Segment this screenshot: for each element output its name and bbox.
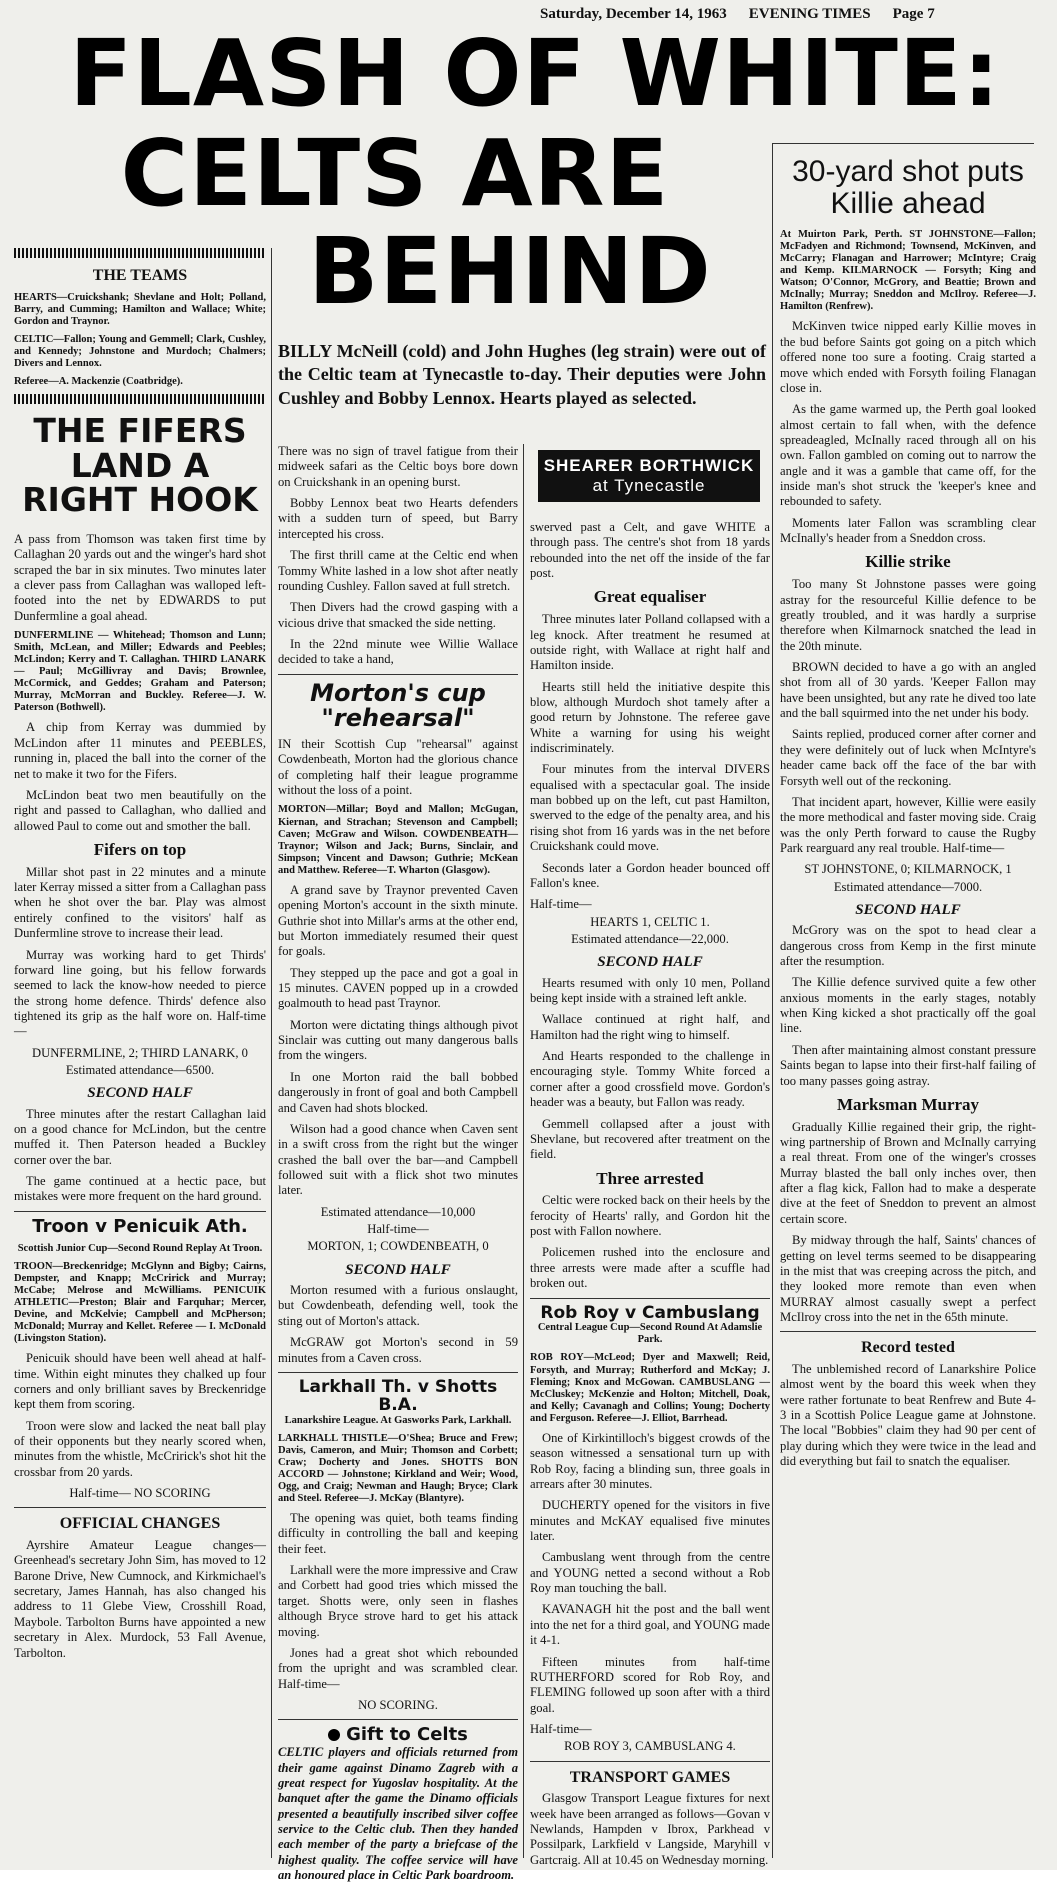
robroy-para: One of Kirkintilloch's biggest crowds of the season witnessed a sensational turn up with Rob Roy, facing a blinding sun, three goals in arrears after 30 minutes. (530, 1430, 770, 1491)
right-column (780, 150, 1036, 1858)
official-headline: OFFICIAL CHANGES (59, 1515, 221, 1533)
teams-celtic: CELTIC—Fallon; Young and Gemmell; Clark, Cushley, and Kennedy; Johnstone and Murdoch; Chalmers; Divers and Lennox. (14, 333, 266, 369)
larkhall-halftime: NO SCORING. (358, 1697, 438, 1712)
main-intro (278, 340, 766, 410)
morton-headline (278, 678, 518, 732)
troon-sub: Scottish Junior Cup—Second Round Replay At Troon. (17, 1242, 263, 1254)
killie-para: The Killie defence survived quite a few other anxious moments in the early stages, notably when King kicked a shot practically off the goal line. (780, 975, 1036, 1036)
byline-place: at Tynecastle (592, 476, 706, 495)
divider (530, 1298, 770, 1299)
main-halftime: Half-time— (530, 897, 592, 912)
headline-line-1: FLASH OF WHITE: (69, 20, 1001, 127)
teams-referee: Referee—A. Mackenzie (Coatbridge). (14, 375, 183, 387)
main-score: HEARTS 1, CELTIC 1. (590, 914, 710, 929)
morton-para: They stepped up the pace and got a goal in 15 minutes. CAVEN popped up in a crowded goalmouth to head past Traynor. (278, 965, 518, 1011)
troon-lineup: TROON—Breckenridge; McGlynn and Bigby; Cairns, Dempster, and Knapp; McCririck and Murray; McCabe; Melrose and McWilliams. PENICUIK ATHLETIC—Preston; Blair and Farquhar; Mercer, Devine, and McKelvie; Campbell and McPherson; McDonald; Murray and Kellet. Referee — I. McDonald (Livingston Station). (14, 1260, 266, 1345)
main-para: Wallace continued at right half, and Hamilton had the right wing to himself. (530, 1012, 770, 1042)
morton-para: In one Morton raid the ball bobbed dangerously in front of goal and both Campbell and Caven had shots blocked. (278, 1069, 518, 1115)
robroy-para: Fifteen minutes from half-time RUTHERFORD scored for Rob Roy, and FLEMING followed up soon after with a third goal. (530, 1654, 770, 1715)
divider (278, 674, 518, 675)
larkhall-lineup: LARKHALL THISTLE—O'Shea; Bruce and Frew; Davis, Cameron, and Muir; Thomson and Corbett; Craw; Docherty and Jones. SHOTTS BON ACCORD — Johnstone; Kirkland and Weir; Wood, Ogg, and Craig; Newman and Haugh; Bryce; Clark and Steel. Referee—J. McKay (Blantyre). (278, 1432, 518, 1504)
main-para: And Hearts responded to the challenge in encouraging style. Tommy White forced a corner after a good crossfield move. Gordon's header was a beauty, but Fallon was ready. (530, 1049, 770, 1110)
morton-attendance: Estimated attendance—10,000 (320, 1204, 476, 1219)
teams-hearts: HEARTS—Cruickshank; Shevlane and Holt; Polland, Barry, and Cumming; Hamilton and Wallace; White; Gordon and Traynor. (14, 291, 266, 327)
fifers-lineup: DUNFERMLINE — Whitehead; Thomson and Lunn; Smith, McLean, and Miller; Edwards and Peebles; McLindon; Kerry and T. Callaghan. THIRD LANARK — Paul; McGillivray and Davis; Brownlee, McCormick, and Geddes; Graham and Paterson; Murray, McMorran and Buckley. Referee—J. W. Paterson (Bothwell). (14, 630, 266, 714)
larkhall-para: Larkhall were the more impressive and Craw and Corbett had good tries which missed the target. Shotts were, only seen in flashes although Bryce strove hard to get his attack moving. (278, 1563, 518, 1639)
left-column (14, 248, 266, 1858)
robroy-para: DUCHERTY opened for the visitors in five minutes and McKAY equalised five minutes later. (530, 1498, 770, 1543)
byline (538, 450, 760, 502)
fifers-headline: THE FIFERS LAND A RIGHT HOOK (22, 410, 258, 520)
killie-para: That incident apart, however, Killie were easily the more methodical and faster moving side. Craig was the only Perth forward to cause the Rugby Park rearguard any real trouble. Half-time— (780, 794, 1036, 855)
larkhall-headline: Larkhall Th. v Shotts B.A. (298, 1376, 498, 1415)
headline-line-3: BEHIND (308, 218, 712, 325)
main-subhead: SECOND HALF (597, 954, 703, 971)
fifers-subhead: SECOND HALF (87, 1085, 193, 1102)
troon-halftime: Half-time— NO SCORING (69, 1486, 211, 1501)
column-divider (271, 248, 272, 1858)
morton-halftime: Half-time— (367, 1222, 429, 1237)
morton-para: Morton were dictating things although pivot Sinclair was cutting out many dangerous balls from the wingers. (278, 1017, 518, 1063)
divider (772, 143, 1034, 144)
main-subhead: Great equaliser (593, 587, 707, 607)
banner-rule (14, 394, 266, 404)
bullet-icon (328, 1729, 340, 1741)
larkhall-para: The opening was quiet, both teams finding difficulty in controlling the ball and keeping their feet. (278, 1510, 518, 1556)
killie-para: Moments later Fallon was scrambling clear McInally's header from a Sneddon cross. (780, 515, 1036, 546)
main-para: Celtic were rocked back on their heels by the ferocity of Hearts' rally, and Gordon hit the post with Fallon nowhere. (530, 1193, 770, 1239)
official-para: Ayrshire Amateur League changes—Greenhead's secretary John Sim, has moved to 12 Barone Drive, New Cumnock, and Kirkmichael's secretary, James Hannah, has also changed his address to 11 Glebe View, Crosshill Road, Maybole. Tarbolton Burns have appointed a new secretary in Alex. Murdock, 53 Fall Avenue, Tarbolton. (14, 1537, 266, 1660)
robroy-sub: Central League Cup—Second Round At Adamslie Park. (537, 1322, 763, 1346)
robroy-lineup: ROB ROY—McLeod; Dyer and Maxwell; Reid, Forsyth, and Murray; Rutherford and McKay; J. Fleming; Knox and McGowan. CAMBUSLANG — McCluskey; McKenzie and Holton; Mitchell, Doak, and Kelly; Cavanagh and Collins; Young; Docherty and Ferguson. Referee—J. Elliot, Barrhead. (530, 1352, 770, 1424)
main-para: Policemen rushed into the enclosure and three arrests were made after a scuffle had broken out. (530, 1245, 770, 1291)
morton-lineup: MORTON—Millar; Boyd and Mallon; McGugan, Kiernan, and Strachan; Stevenson and Campbell; Caven; McGraw and Wilson. COWDENBEATH—Traynor; Wilson and Jack; Burns, Sinclair, and Simpson; Vincent and Dawson; Guthrie; McKean and Matthew. Referee—T. Wharton (Glasgow). (278, 804, 518, 876)
morton-headline-1: Morton's cup (310, 678, 486, 707)
killie-para: Too many St Johnstone passes were going astray for the resourceful Killie defence to be greatly troubled, and it was hardly a surprise therefore when Kilmarnock snatched the lead in the 20th minute. (780, 577, 1036, 653)
main-para: Four minutes from the interval DIVERS equalised with a spectacular goal. The inside man bobbed up on the left, cut past Hamilton, swerved to the edge of the penalty area, and his rising shot from 16 yards was in the net before Cruickshank could move. (530, 762, 770, 854)
killie-para: As the game warmed up, the Perth goal looked almost certain to fall when, with the defence spreadeagled, McInally raced through all on his own. Fallon gambled on coming out to narrow the angle and it was a gamble that came off, for the inside man's shot struck the 'keeper's knee and rebounded to safety. (780, 402, 1036, 509)
larkhall-para: Jones had a great shot which rebounded from the upright and was scrambled clear. Half-time— (278, 1645, 518, 1691)
fifers-subhead: Fifers on top (93, 839, 187, 859)
masthead-date: Saturday, December 14, 1963 (540, 6, 727, 22)
killie-lineup: At Muirton Park, Perth. ST JOHNSTONE—Fallon; McFadyen and Richmond; Townsend, McKinven, and McCarry; Flanagan and Harrower; McIntyre; Craig and Kemp. KILMARNOCK — Forsyth; King and Watson; O'Connor, McGrory, and Beattie; Brown and McInally; Murray; Sneddon and McIlroy. Referee—J. Hamilton (Renfrew). (780, 229, 1036, 313)
killie-attendance: Estimated attendance—7000. (833, 879, 983, 894)
fifers-para: Murray was working hard to get Thirds' forward line going, but his fellow forwards seemed to lack the know-how needed to pierce the strong home defence. Thirds' defence also tightened its grip as the half wore on. Half-time— (14, 947, 266, 1039)
fifers-para: Millar shot past in 22 minutes and a minute later Kerray missed a sitter from a Callaghan pass when he shot over the bar. Play was almost entirely confined to the visitors' half as Dunfermline strove to increase their lead. (14, 864, 266, 941)
fifers-para: A chip from Kerray was dummied by McLindon after 11 minutes and PEEBLES, running in, placed the ball into the corner of the net to make it two for the Fifers. (14, 720, 266, 781)
transport-para: Glasgow Transport League fixtures for next week have been arranged as follows—Govan v Newlands, Hampden v Ibrox, Parkhead v Possilpark, Larkfield v Langside, Maryhill v Gartcraig. All at 10.45 on Wednesday morning. (530, 1791, 770, 1867)
morton-para: Wilson had a good chance when Caven sent in a swift cross from the right but the winger crashed the ball over the bar—and Campbell followed suit with a flick shot two minutes later. (278, 1121, 518, 1198)
killie-headline: 30-yard shot puts Killie ahead (792, 155, 1024, 220)
byline-name: SHEARER BORTHWICK (543, 456, 755, 475)
column-divider (772, 143, 773, 1858)
record-para: The unblemished record of Lanarkshire Police almost went by the board this week when they were rather fortunate to beat Renfrew and Bute 4-3 in a Scottish Police League game at Johnstone. The local "Bobbies" claim they had 90 per cent of play during which they were twice in the lead and did everything but fail to snatch the equaliser. (780, 1361, 1036, 1468)
gift-para: CELTIC players and officials returned from their game against Dinamo Zagreb with a great respect for Yugoslav hospitality. At the banquet after the game the Dinamo officials presented a beautifully inscribed silver coffee service to the Celtic club. Then they handed each member of the party a briefcase of the highest quality. The coffee service will have an honoured place in Celtic Park boardroom. (278, 1745, 518, 1883)
morton-headline-2: "rehearsal" (321, 703, 475, 732)
main-para: Three minutes later Polland collapsed with a leg knock. After treatment he resumed at outside right, with Wallace at right half and Hamilton inside. (530, 612, 770, 673)
column-divider (523, 444, 524, 1858)
main-para: Bobby Lennox beat two Hearts defenders with a sudden turn of speed, but Barry intercepted his cross. (278, 496, 518, 541)
masthead-page: Page 7 (892, 6, 935, 22)
killie-subhead: Killie strike (865, 552, 951, 572)
robroy-headline: Rob Roy v Cambuslang (540, 1302, 760, 1323)
middle-right-column (530, 520, 770, 1867)
transport-headline: TRANSPORT GAMES (569, 1768, 731, 1786)
morton-para: Morton resumed with a furious onslaught, but Cowdenbeath, defending well, took the sting out of Morton's attack. (278, 1283, 518, 1328)
fifers-para: The game continued at a hectic pace, but mistakes were more frequent on the hard ground. (14, 1174, 266, 1204)
fifers-para: McLindon beat two men beautifully on the right and passed to Callaghan, who dallied and allowed Paul to come out and smother the ball. (14, 787, 266, 833)
main-subhead: Three arrested (596, 1168, 704, 1188)
main-para: Seconds later a Gordon header bounced off Fallon's knee. (530, 860, 770, 890)
main-intro-text: BILLY McNeill (cold) and John Hughes (leg strain) were out of the Celtic team at Tynecastle to-day. Their deputies were John Cushley and Bobby Lennox. Hearts played as selected. (278, 341, 766, 408)
killie-para: McGrory was on the spot to head clear a dangerous cross from Kemp in the first minute after the resumption. (780, 923, 1036, 969)
morton-para: McGRAW got Morton's second in 59 minutes from a Caven cross. (278, 1335, 518, 1365)
main-para: swerved past a Celt, and gave WHITE a through pass. The centre's shot from 18 yards rebounded into the net off the inside of the far post. (530, 520, 770, 581)
teams-title: THE TEAMS (92, 267, 188, 284)
robroy-halftime: Half-time— (530, 1721, 592, 1736)
morton-score: MORTON, 1; COWDENBEATH, 0 (307, 1239, 489, 1254)
fifers-score: DUNFERMLINE, 2; THIRD LANARK, 0 (32, 1045, 248, 1060)
divider (780, 1331, 1036, 1332)
troon-para: Troon were slow and lacked the neat ball play of their opponents but they nearly scored when, minutes from the whistle, McCririck's shot hit the crossbar from 20 yards. (14, 1418, 266, 1479)
divider (14, 1507, 266, 1508)
divider (278, 1372, 518, 1373)
killie-subhead: SECOND HALF (855, 902, 961, 919)
killie-para: McKinven twice nipped early Killie moves in the bud before Saints got going on a pitch which offered none too sure a footing. Craig started a move which ended with Forsyth foiling Flanagan close in. (780, 319, 1036, 395)
killie-para: Saints replied, produced corner after corner and they were definitely out of luck when McIntyre's header came back off the face of the bar with Forsyth well out of the reckoning. (780, 727, 1036, 788)
troon-para: Penicuik should have been well ahead at half-time. Within eight minutes they chalked up four corners and only brilliant saves by Breckenridge kept them from scoring. (14, 1351, 266, 1412)
larkhall-sub: Lanarkshire League. At Gasworks Park, Larkhall. (284, 1414, 512, 1426)
robroy-score: ROB ROY 3, CAMBUSLANG 4. (564, 1739, 736, 1754)
morton-para: IN their Scottish Cup "rehearsal" against Cowdenbeath, Morton had the glorious chance of completing half their league programme without the loss of a point. (278, 737, 518, 798)
byline-box (538, 450, 760, 502)
main-para: The first thrill came at the Celtic end when Tommy White lashed in a low shot after neatly rounding Cushley. Fallon saved at full stretch. (278, 548, 518, 593)
main-para: In the 22nd minute wee Willie Wallace decided to take a hand, (278, 636, 518, 667)
headline-line-2: CELTS ARE (120, 120, 670, 227)
masthead-paper: EVENING TIMES (748, 6, 871, 22)
robroy-para: KAVANAGH hit the post and the ball went into the net for a third goal, and YOUNG made it 4-1. (530, 1602, 770, 1648)
main-para: Gemmell collapsed after a joust with Shevlane, but recovered after treatment on the field. (530, 1116, 770, 1162)
killie-para: BROWN decided to have a go with an angled shot from all of 30 yards. 'Keeper Fallon may have been unsighted, but any rate he dived too late and the ball squirmed into the net under his body. (780, 660, 1036, 721)
killie-score: ST JOHNSTONE, 0; KILMARNOCK, 1 (804, 862, 1012, 877)
killie-para: By midway through the half, Saints' chances of getting on level terms seemed to be disappearing in the mist that was creeping across the pitch, and they looked more remote than even when MURRAY almost casually swept a perfect McIlroy cross into the net in the 65th minute. (780, 1233, 1036, 1324)
main-para: Hearts resumed with only 10 men, Polland being kept inside with a strained left ankle. (530, 975, 770, 1006)
morton-para: A grand save by Traynor prevented Caven opening Morton's account in the sixth minute. Guthrie shot into Millar's arms at the other end, but Morton immediately resumed their quest for goals. (278, 882, 518, 959)
main-para: Then Divers had the crowd gasping with a vicious drive that smacked the side netting. (278, 600, 518, 630)
troon-headline: Troon v Penicuik Ath. (32, 1215, 248, 1237)
main-attendance: Estimated attendance—22,000. (571, 932, 729, 946)
killie-para: Then after maintaining almost constant pressure Saints began to lapse into their first-half failing of too many passes going astray. (780, 1042, 1036, 1088)
divider (14, 1211, 266, 1212)
gift-headline (278, 1726, 518, 1745)
main-para: There was no sign of travel fatigue from their midweek safari as the Celtic boys bore down on Cruickshank in an opening burst. (278, 444, 518, 489)
morton-subhead: SECOND HALF (345, 1261, 451, 1278)
robroy-para: Cambuslang went through from the centre and YOUNG netted a second without a Rob Roy man touching the ball. (530, 1550, 770, 1596)
record-headline: Record tested (861, 1339, 955, 1357)
main-para: Hearts still held the initiative despite this blow, although Murdoch shot tamely after a good return by Johnstone. The referee gave White a warning for using his weight indiscriminately. (530, 679, 770, 756)
fifers-para: A pass from Thomson was taken first time by Callaghan 20 yards out and the winger's hard shot scraped the bar in six minutes. Two minutes later a clever pass from Callaghan was walloped left-footed into the net by EDWARDS to put Dunfermline a goal ahead. (14, 531, 266, 623)
banner-rule (14, 248, 266, 258)
killie-para: Gradually Killie regained their grip, the right-wing partnership of Brown and McInally carrying a real threat. From one of the winger's crosses Murray blasted the ball only inches over, then after a flag kick, Fallon had to make a desperate dive at the feet of Sneddon to prevent an almost certain score. (780, 1119, 1036, 1226)
divider (530, 1761, 770, 1762)
divider (278, 1719, 518, 1720)
fifers-para: Three minutes after the restart Callaghan laid on a good chance for McLindon, but the centre muffed it. Then Paterson headed a Buckley corner over the bar. (14, 1106, 266, 1167)
gift-headline-text: Gift to Celts (346, 1724, 468, 1746)
middle-left-column (278, 444, 518, 1883)
killie-subhead: Marksman Murray (836, 1094, 980, 1114)
fifers-attendance: Estimated attendance—6500. (65, 1063, 215, 1078)
